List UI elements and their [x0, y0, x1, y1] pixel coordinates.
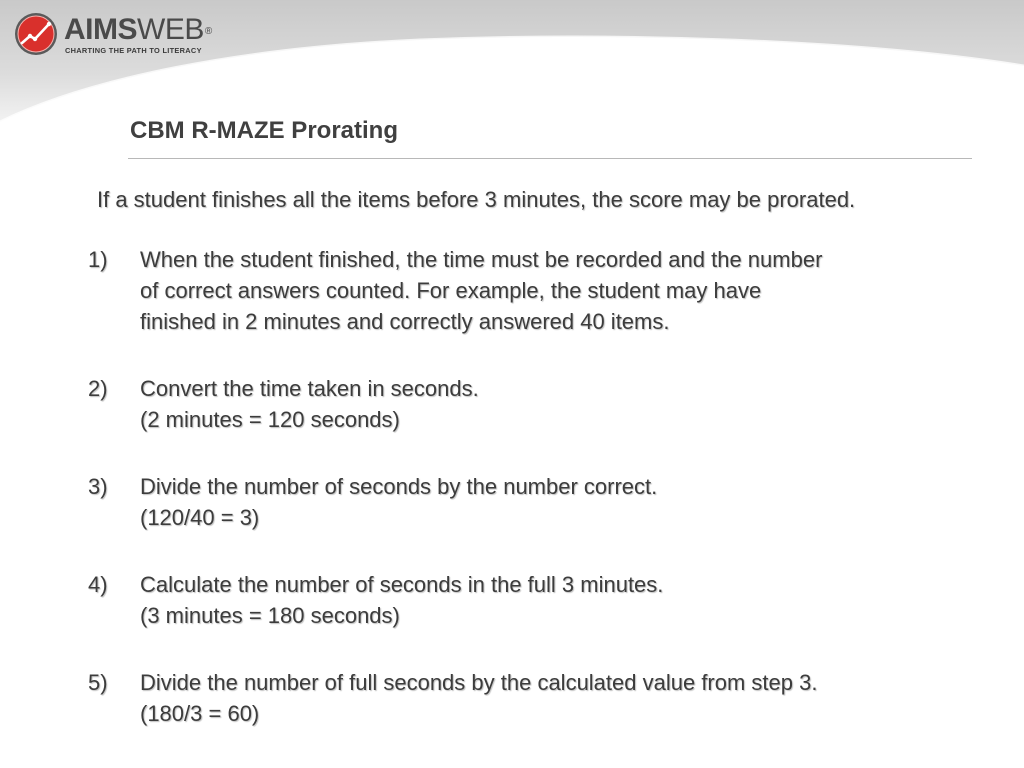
aimsweb-chart-logo-icon	[14, 12, 58, 56]
step-example-line: (180/3 = 60)	[140, 701, 260, 726]
step-item-4	[88, 569, 968, 631]
step-number: 4)	[88, 572, 108, 597]
step-text-line: of correct answers counted. For example, the student may have	[140, 278, 762, 303]
step-item-2	[88, 373, 968, 435]
step-example-line: (120/40 = 3)	[140, 505, 260, 530]
step-text-line: Divide the number of full seconds by the calculated value from step 3.	[140, 670, 818, 695]
step-text-line: Convert the time taken in seconds.	[140, 376, 479, 401]
steps-list	[88, 244, 968, 729]
intro-text: If a student finishes all the items before 3 minutes, the score may be prorated.	[97, 187, 856, 212]
step-number: 3)	[88, 474, 108, 499]
logo-wordmark	[64, 14, 212, 46]
step-number: 2)	[88, 376, 108, 401]
step-item-5	[88, 667, 968, 729]
step-text-line: Calculate the number of seconds in the full 3 minutes.	[140, 572, 664, 597]
slide-title: CBM R-MAZE Prorating	[130, 117, 398, 144]
step-text-line: When the student finished, the time must be recorded and the number	[140, 247, 823, 272]
step-example-line: (2 minutes = 120 seconds)	[140, 407, 400, 432]
logo-brand-light: WEB	[137, 13, 204, 46]
aimsweb-logo	[14, 12, 224, 58]
step-number: 1)	[88, 247, 108, 272]
logo-registered-mark: ®	[204, 26, 212, 37]
step-item-1	[88, 244, 968, 337]
logo-tagline: CHARTING THE PATH TO LITERACY	[65, 46, 202, 55]
logo-brand-bold: AIMS	[64, 13, 137, 46]
title-divider	[128, 158, 972, 159]
step-example-line: (3 minutes = 180 seconds)	[140, 603, 400, 628]
step-text-line: Divide the number of seconds by the number correct.	[140, 474, 658, 499]
step-number: 5)	[88, 670, 108, 695]
step-item-3	[88, 471, 968, 533]
step-text-line: finished in 2 minutes and correctly answered 40 items.	[140, 309, 670, 334]
